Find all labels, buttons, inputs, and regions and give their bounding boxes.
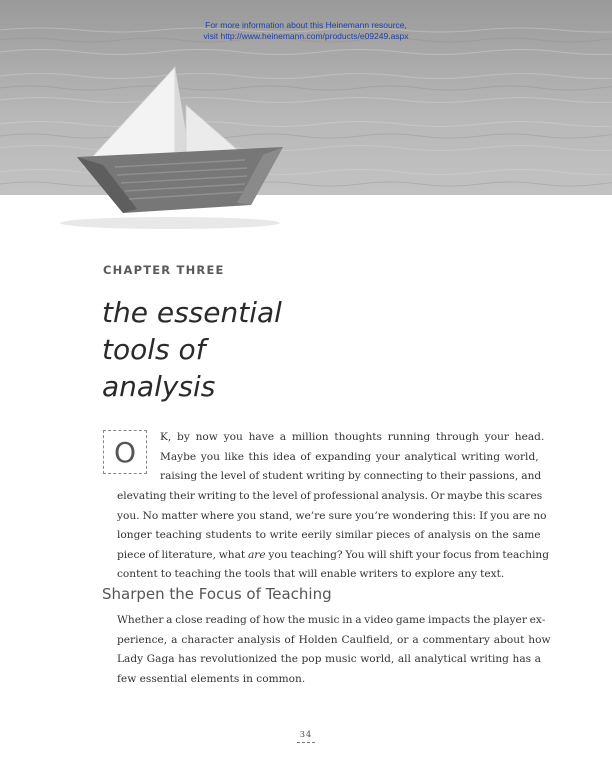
emphasis-are: are [247, 548, 266, 561]
intro-line-2: Maybe you like this idea of expanding your analytical writing world, [160, 450, 539, 463]
chapter-title-line-3: analysis [102, 370, 216, 403]
intro-line-3: raising the level of student writing by connecting to their passions, and [160, 470, 542, 483]
drop-cap: O [103, 430, 147, 474]
intro-line-1: K, by now you have a million thoughts running through your head. [160, 431, 545, 443]
intro-line-6: longer teaching students to write eerily similar pieces of analysis on the same [117, 529, 541, 542]
page-number: 34 [299, 730, 313, 739]
chapter-title-line-1: the essential [102, 296, 282, 329]
section-line-2: perience, a character analysis of Holden Caulfield, or a commentary about how [117, 633, 551, 646]
chapter-title [102, 294, 362, 405]
section-line-3: Lady Gaga has revolutionized the pop music world, all analytical writing has a [117, 653, 541, 666]
section-line-4: few essential elements in common. [117, 672, 306, 685]
resource-notice-link[interactable]: visit http://www.heinemann.com/products/e09249.aspx [203, 31, 409, 41]
intro-line-7 [117, 546, 550, 566]
section-line-1: Whether a close reading of how the music in a video game impacts the player ex- [117, 614, 546, 626]
intro-paragraph-top [160, 428, 545, 487]
section-heading: Sharpen the Focus of Teaching [102, 585, 332, 603]
resource-notice[interactable] [0, 20, 612, 42]
section-paragraph [117, 611, 551, 689]
chapter-title-line-2: tools of [102, 333, 206, 366]
intro-line-7-end: you teaching? You will shift your focus from teaching [265, 548, 550, 561]
intro-paragraph-rest [117, 487, 550, 585]
page-number-rule [297, 742, 315, 743]
intro-line-8: content to teaching the tools that will enable writers to explore any text. [117, 568, 505, 581]
resource-notice-line-1: For more information about this Heinemann resource, [205, 20, 407, 30]
intro-line-4: elevating their writing to the level of professional analysis. Or maybe this scares [117, 490, 543, 502]
intro-line-5: you. No matter where you stand, we’re sure you’re wondering this: If you are no [117, 509, 547, 522]
intro-line-7-start: piece of literature, what [117, 548, 248, 561]
paper-boat-illustration [55, 55, 285, 230]
chapter-label: CHAPTER THREE [103, 263, 225, 277]
